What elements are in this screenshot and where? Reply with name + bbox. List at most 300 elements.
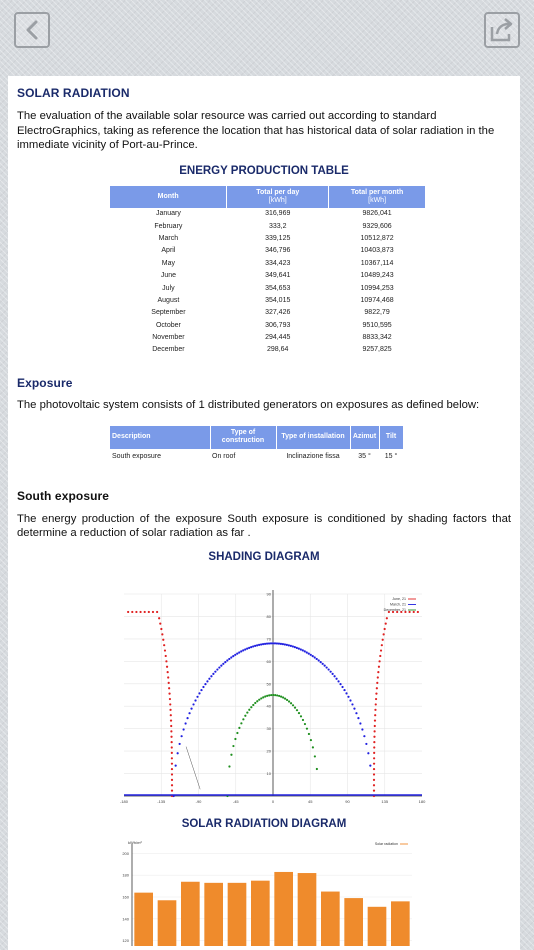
x-tick-label: 180 [418,799,426,804]
column-header-total-per-month-unit: [kWh] [368,196,387,204]
june-point [373,741,375,743]
december-point [272,694,274,696]
june-point [165,660,167,662]
y-tick-label: 20 [266,748,271,754]
june-point [375,698,377,700]
march-point [181,735,183,737]
june-point [144,611,146,613]
x-tick-label: -45 [232,799,239,804]
march-point [290,645,292,647]
december-point [244,715,246,717]
march-point [224,661,226,663]
june-point [373,736,375,738]
march-point [349,699,351,701]
section-title-solar-radiation: SOLAR RADIATION [17,86,130,100]
december-point [284,698,286,700]
legend-label: Solar radiation [374,842,398,846]
day-cell: 354,653 [265,284,291,292]
march-point [270,642,272,644]
month-total-cell: 10994,253 [360,284,394,292]
day-cell: 334,423 [265,259,291,267]
table-row [110,257,426,269]
march-point [363,735,365,737]
december-point [248,709,250,711]
march-point [188,712,190,714]
month-total-cell: 8833,342 [362,333,392,341]
march-point [226,659,228,661]
day-cell: 354,015 [265,296,291,304]
march-point [210,675,212,677]
march-point [214,671,216,673]
exposure-azimut: 35 ° [358,453,371,460]
june-point [375,693,377,695]
march-point [304,650,306,652]
december-point [262,696,264,698]
march-point [190,708,192,710]
march-point [296,647,298,649]
december-point [250,706,252,708]
month-cell: March [158,235,179,243]
day-cell: 333,2 [268,222,287,230]
june-point [375,703,377,705]
june-point [383,633,385,635]
month-total-cell: 9510,595 [362,321,392,329]
december-point [280,696,282,698]
march-point [320,661,322,663]
march-point [341,686,343,688]
bar [368,907,387,946]
march-point [254,645,256,647]
march-point [343,689,345,691]
june-point [378,666,380,668]
june-point [168,693,170,695]
y-tick-label: 160 [122,894,129,900]
december-point [304,723,306,725]
march-point [222,663,224,665]
june-point [166,666,168,668]
march-point [192,703,194,705]
march-point [318,659,320,661]
x-tick-label: 45 [308,799,313,804]
legend-label: March, 21 [390,602,406,607]
march-point [252,645,254,647]
march-point [286,644,288,646]
energy-production-table [110,186,426,356]
bar [228,883,247,946]
day-cell: 349,641 [265,272,291,280]
march-point [258,644,260,646]
june-point [170,719,172,721]
march-point [300,648,302,650]
month-total-cell: 10367,114 [360,259,394,267]
december-point [290,702,292,704]
month-total-cell: 10403,873 [360,247,394,255]
column-header-type-of-installation: Type of installation [276,426,350,449]
june-point [170,736,172,738]
march-point [175,765,177,767]
december-point [266,695,268,697]
column-header-month: Month [110,186,227,208]
march-point [302,649,304,651]
exposure-description: South exposure [112,453,162,460]
day-cell: 306,793 [265,321,291,329]
march-point [353,708,355,710]
march-point [328,668,330,670]
june-point [163,644,165,646]
shading-diagram [112,586,432,808]
south-exposure-text: The energy production of the exposure South exposure is conditioned by shading factors that determine a reduction of solar radiation as far . [17,512,511,540]
march-point [202,686,204,688]
table-row [110,282,426,294]
month-cell: August [157,296,180,304]
share-button[interactable] [484,12,520,48]
march-point [359,722,361,724]
march-point [218,666,220,668]
share-icon [489,17,515,43]
day-cell: 294,445 [265,333,291,341]
march-point [276,642,278,644]
march-point [216,668,218,670]
day-cell: 346,796 [265,247,291,255]
march-point [335,678,337,680]
december-point [276,694,278,696]
march-point [339,683,341,685]
march-point [314,656,316,658]
june-point [164,649,166,651]
march-point [274,642,276,644]
month-cell: December [152,346,185,354]
column-header-total-per-day [227,186,329,208]
march-point [186,717,188,719]
december-point [294,706,296,708]
march-point [248,647,250,649]
december-point [258,699,260,701]
june-point [384,628,386,630]
month-total-cell: 10974,468 [360,296,394,304]
top-toolbar [0,0,534,62]
june-point [170,714,172,716]
march-point [298,648,300,650]
y-tick-label: 120 [122,938,129,944]
legend-label: June, 21 [392,597,406,602]
june-point [376,682,378,684]
december-point [228,765,230,767]
june-point [135,611,137,613]
march-point [264,643,266,645]
december-point [314,755,316,757]
june-point [165,655,167,657]
table-row [110,232,426,244]
march-point [367,752,369,754]
month-total-cell: 10489,243 [360,272,394,280]
december-point [246,711,248,713]
june-point [127,611,129,613]
bar [204,883,223,946]
march-point [316,658,318,660]
june-point [373,746,375,748]
june-point [171,757,173,759]
june-point [374,730,376,732]
table-row [110,220,426,232]
december-point [316,768,318,770]
table-row [110,294,426,306]
june-point [378,660,380,662]
table-row [110,270,426,282]
june-point [373,773,375,775]
column-header-total-per-month [329,186,426,208]
march-point [256,644,258,646]
december-point [298,712,300,714]
exposure-text: The photovoltaic system consists of 1 distributed generators on exposures as defined below: [17,398,480,411]
june-point [377,671,379,673]
march-point [288,644,290,646]
june-point [373,779,375,781]
june-point [167,671,169,673]
march-point [312,655,314,657]
y-tick-label: 50 [266,681,271,687]
june-point [171,746,173,748]
bar [181,882,200,946]
december-point [278,695,280,697]
march-point [194,699,196,701]
march-point [184,722,186,724]
march-point [236,653,238,655]
month-total-cell: 9257,825 [362,346,392,354]
march-point [250,646,252,648]
march-point [332,673,334,675]
december-point [288,700,290,702]
march-point [183,728,185,730]
june-point [131,611,133,613]
december-point [308,733,310,735]
march-point [204,683,206,685]
solar-radiation-text: The evaluation of the available solar resource was carried out according to standard ElectroGraphics, taking as reference the location that has historical data of solar radiation in the immediate vicinity of Port-au-Prince. [17,110,495,152]
december-point [232,745,234,747]
june-point [382,639,384,641]
march-point [232,655,234,657]
march-point [242,649,244,651]
december-point [264,695,266,697]
y-axis-label: kWh/m² [128,840,142,845]
june-point [171,768,173,770]
march-point [324,665,326,667]
march-point [266,643,268,645]
december-point [270,694,272,696]
june-point [376,687,378,689]
month-cell: February [154,222,183,230]
june-point [417,611,419,613]
march-point [228,658,230,660]
march-point [284,643,286,645]
june-point [379,655,381,657]
x-tick-label: -180 [119,799,129,804]
solar-radiation-diagram [112,836,432,946]
june-point [385,623,387,625]
column-header-type-of-construction: Type of construction [210,426,276,449]
december-point [240,722,242,724]
june-point [168,687,170,689]
table-row [110,449,403,465]
table-row [110,344,426,356]
march-point [292,645,294,647]
december-point [236,732,238,734]
annotation-line [186,747,200,790]
bar [251,881,270,946]
chevron-left-icon [23,19,41,41]
bar [274,872,293,946]
december-point [310,739,312,741]
december-point [300,715,302,717]
june-point [373,757,375,759]
june-point [413,611,415,613]
month-total-cell: 9826,041 [362,210,392,218]
june-point [374,714,376,716]
march-point [272,642,274,644]
march-point [262,643,264,645]
table-row [110,208,426,220]
december-point [230,754,232,756]
june-point [169,698,171,700]
march-point [200,689,202,691]
y-tick-label: 70 [266,636,271,642]
march-point [234,654,236,656]
june-point [168,682,170,684]
june-point [171,752,173,754]
day-cell: 298,64 [267,346,289,354]
month-cell: May [161,259,176,267]
june-point [158,617,160,619]
y-tick-label: 180 [122,872,129,878]
bar [344,898,363,946]
column-header-description: Description [110,426,210,449]
month-cell: January [155,210,181,218]
march-point [361,728,363,730]
june-point [160,628,162,630]
december-point [260,697,262,699]
march-point [246,648,248,650]
month-cell: July [162,284,175,292]
march-point [230,656,232,658]
june-point [159,623,161,625]
december-point [252,704,254,706]
section-title-south-exposure: South exposure [17,488,110,503]
june-point [374,725,376,727]
march-point [220,665,222,667]
december-point [238,727,240,729]
day-cell: 339,125 [265,235,291,243]
march-point [282,643,284,645]
june-point [171,741,173,743]
march-point [365,743,367,745]
march-point [330,671,332,673]
month-cell: June [160,272,176,280]
march-point [260,643,262,645]
june-point [386,617,388,619]
june-point [408,611,410,613]
march-point [337,680,339,682]
column-header-tilt: Tilt [379,426,403,449]
december-point [302,719,304,721]
june-point [156,611,158,613]
march-point [196,696,198,698]
column-header-total-per-day-label: Total per day [256,188,300,196]
march-point [294,646,296,648]
table-row [110,245,426,257]
june-point [374,719,376,721]
y-tick-label: 90 [266,591,271,597]
june-point [152,611,154,613]
june-point [170,725,172,727]
june-point [171,773,173,775]
bar [158,900,177,946]
month-cell: September [151,309,186,317]
december-point [282,696,284,698]
march-point [198,692,200,694]
june-point [167,676,169,678]
march-point [212,673,214,675]
month-total-cell: 10512,872 [360,235,394,243]
june-point [162,639,164,641]
back-button[interactable] [14,12,50,48]
december-point [256,700,258,702]
shading-diagram-title: SHADING DIAGRAM [208,550,320,563]
y-tick-label: 80 [266,613,271,619]
december-point [254,702,256,704]
y-tick-label: 10 [266,771,271,777]
x-tick-label: -90 [195,799,202,804]
y-tick-label: 200 [122,850,129,856]
december-point [274,694,276,696]
june-point [171,763,173,765]
report-document [8,76,520,950]
table-row [110,307,426,319]
bar [391,901,410,946]
june-point [373,763,375,765]
june-point [171,779,173,781]
table-row [110,319,426,331]
june-point [374,709,376,711]
march-point [333,675,335,677]
december-point [242,718,244,720]
march-point [326,666,328,668]
june-point [148,611,150,613]
y-tick-label: 30 [266,726,271,732]
x-tick-label: 0 [271,799,275,804]
table-row [110,331,426,343]
column-header-total-per-day-unit: [kWh] [268,196,287,204]
month-cell: October [155,321,181,329]
december-point [312,746,314,748]
march-point [310,654,312,656]
x-tick-label: -135 [157,799,166,804]
exposure-construction: On roof [212,453,236,460]
month-total-cell: 9822,79 [364,309,390,317]
march-point [357,717,359,719]
june-point [171,790,173,792]
y-tick-label: 40 [266,703,271,709]
june-point [169,709,171,711]
december-point [306,728,308,730]
march-point [206,680,208,682]
bar [298,873,317,946]
june-point [373,768,375,770]
march-point [347,696,349,698]
march-point [280,643,282,645]
june-point [381,644,383,646]
june-point [373,752,375,754]
december-point [234,738,236,740]
june-point [380,649,382,651]
